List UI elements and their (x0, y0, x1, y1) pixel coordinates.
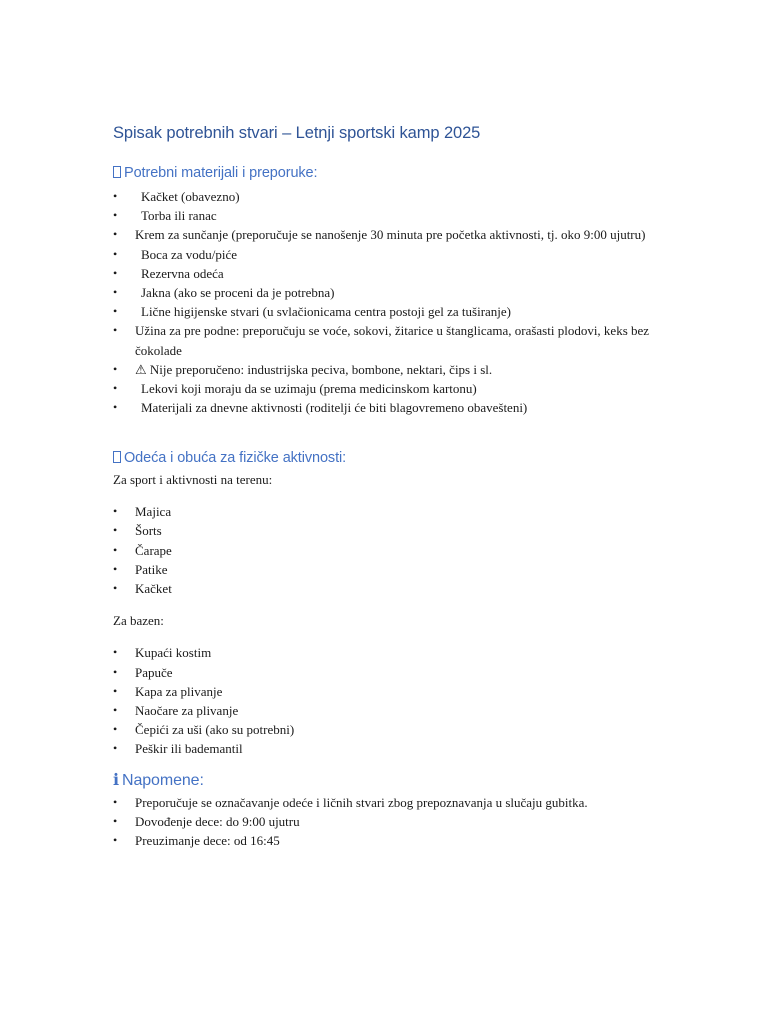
bullet-icon: • (113, 683, 118, 698)
list-item-text: Majica (135, 504, 172, 520)
bullet-icon: • (113, 561, 118, 576)
list-item (113, 560, 673, 579)
missing-glyph-icon (113, 166, 121, 178)
section-materials-heading (113, 163, 673, 183)
list-item (113, 720, 673, 739)
section-materials-heading-text: Potrebni materijali i preporuke: (124, 165, 318, 181)
list-item (113, 579, 673, 598)
list-item (113, 245, 673, 264)
bullet-icon: • (113, 227, 118, 242)
bullet-icon: • (113, 285, 118, 300)
list-item-text: Papuče (135, 664, 173, 680)
section-notes-heading-text: Napomene: (121, 772, 204, 789)
list-item-text: Lekovi koji moraju da se uzimaju (prema medicinskom kartonu) (141, 381, 477, 397)
list-item-text: Krem za sunčanje (preporučuje se nanošenje 30 minuta pre početka aktivnosti, tj. oko 9:00 ujutru) (135, 227, 646, 243)
bullet-icon: • (113, 400, 118, 415)
list-item-text: Materijali za dnevne aktivnosti (roditelji će biti blagovremeno obavešteni) (141, 400, 528, 416)
list-item-text: Naočare za plivanje (135, 703, 239, 719)
list-item (113, 225, 673, 244)
bullet-icon: • (113, 361, 118, 376)
list-item (113, 521, 673, 540)
missing-glyph-icon (113, 451, 121, 463)
list-item-text: Patike (135, 561, 168, 577)
list-item-text: Preporučuje se označavanje odeće i ličnih stvari zbog prepoznavanja u slučaju gubitka. (135, 795, 588, 810)
list-item (113, 793, 673, 812)
list-item (113, 187, 673, 206)
materials-list (113, 187, 673, 417)
list-item-text: ⚠ Nije preporučeno: industrijska peciva, bombone, nektari, čips i sl. (135, 361, 493, 377)
list-item-text: Kapa za plivanje (135, 683, 223, 699)
bullet-icon: • (113, 208, 118, 223)
list-item-text: Kupaći kostim (135, 645, 212, 661)
bullet-icon: • (113, 722, 118, 737)
bullet-icon: • (113, 523, 118, 538)
sport-intro: Za sport i aktivnosti na terenu: (113, 472, 273, 487)
bullet-icon: • (113, 542, 118, 557)
list-item-text: Lične higijenske stvari (u svlačionicama centra postoji gel za tuširanje) (141, 304, 512, 320)
list-item (113, 302, 673, 321)
list-item-text: Čepići za uši (ako su potrebni) (135, 722, 295, 738)
section-notes (113, 771, 673, 851)
list-item (113, 831, 673, 850)
list-item-text: Jakna (ako se proceni da je potrebna) (141, 285, 335, 301)
list-item-text: Kačket (135, 581, 172, 597)
pool-intro: Za bazen: (113, 613, 164, 629)
list-item-text: Užina za pre podne: preporučuju se voće, sokovi, žitarice u štanglicama, orašasti plodovi, keks bez čokolade (135, 323, 650, 358)
section-clothing-heading (113, 448, 673, 468)
list-item-text: Preuzimanje dece: od 16:45 (135, 833, 280, 849)
list-item (113, 206, 673, 225)
section-clothing (113, 448, 673, 759)
list-item (113, 701, 673, 720)
list-item-text: Torba ili ranac (141, 208, 217, 224)
list-item (113, 682, 673, 701)
notes-list (113, 793, 673, 851)
sport-list (113, 502, 673, 598)
list-item (113, 502, 673, 521)
section-materials (113, 163, 673, 417)
list-item-text: Boca za vodu/piće (141, 246, 238, 262)
bullet-icon: • (113, 581, 118, 596)
pool-list (113, 643, 673, 758)
list-item-text: Čarape (135, 542, 172, 558)
list-item (113, 739, 673, 758)
list-item-text: Šorts (135, 523, 162, 539)
bullet-icon: • (113, 645, 118, 660)
bullet-icon: • (113, 504, 118, 519)
document-title: Spisak potrebnih stvari – Letnji sportski kamp 2025 (113, 124, 481, 142)
bullet-icon: • (113, 265, 118, 280)
list-item (113, 663, 673, 682)
list-item-text: Peškir ili bademantil (135, 741, 243, 757)
list-item (113, 283, 673, 302)
bullet-icon: • (113, 323, 118, 338)
bullet-icon: • (113, 703, 118, 718)
bullet-icon: • (113, 741, 118, 756)
list-item (113, 379, 673, 398)
list-item (113, 812, 673, 831)
list-item-text: Rezervna odeća (141, 265, 224, 281)
bullet-icon: • (113, 814, 118, 829)
list-item-text: Dovođenje dece: do 9:00 ujutru (135, 814, 300, 830)
bullet-icon: • (113, 381, 118, 396)
bullet-icon: • (113, 189, 118, 203)
list-item (113, 643, 673, 662)
list-item (113, 264, 673, 283)
bullet-icon: • (113, 795, 118, 809)
bullet-icon: • (113, 664, 118, 679)
bullet-icon: • (113, 833, 118, 848)
list-item (113, 541, 673, 560)
list-item-warning (113, 360, 673, 379)
bullet-icon: • (113, 304, 118, 319)
list-item-text: Kačket (obavezno) (141, 189, 240, 204)
list-item (113, 398, 673, 417)
section-clothing-heading-text: Odeća i obuća za fizičke aktivnosti: (124, 450, 347, 466)
bullet-icon: • (113, 246, 118, 261)
list-item (113, 321, 673, 359)
section-notes-heading (113, 771, 673, 791)
info-icon: ℹ (113, 772, 119, 789)
